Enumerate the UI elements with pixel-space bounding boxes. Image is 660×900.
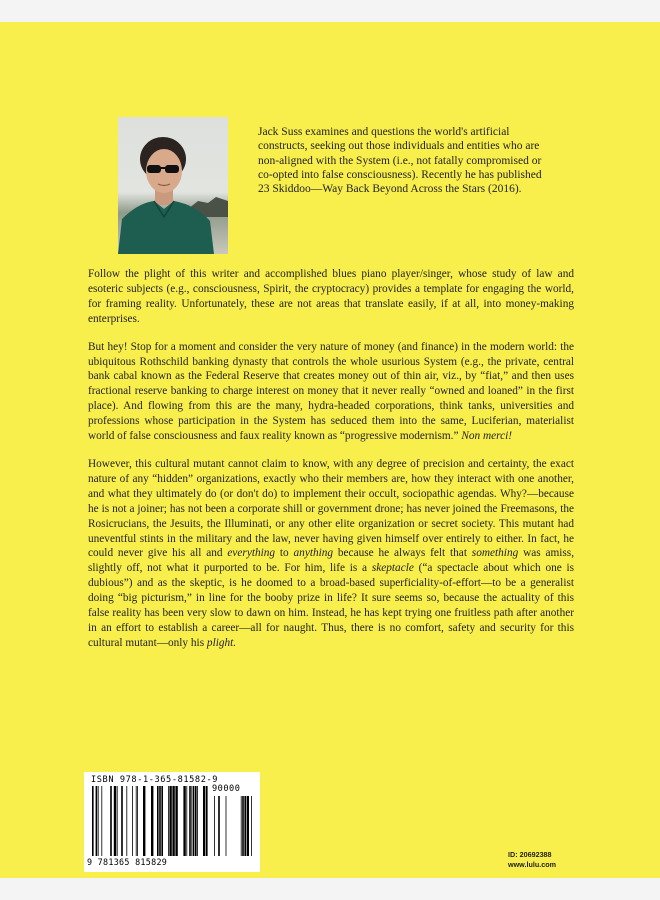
emphasis-something: something <box>471 547 519 560</box>
addon-digits: 90000 <box>212 784 241 794</box>
author-bio: Jack Suss examines and questions the world's artificial constructs, seeking out those individuals and entities who are non-aligned with the System (i.e., not fatally compromised or co-opted into false consciousness). Recently he has published 23 Skiddoo—Way Back Beyond Across the Stars (2016). <box>258 126 542 196</box>
emphasis-skeptacle: skeptacle <box>371 562 414 575</box>
publisher-id: ID: 20692388 <box>508 850 552 859</box>
barcode-digits: 9 781365 815829 <box>87 857 168 867</box>
emphasis-plight: plight. <box>206 636 237 649</box>
paragraph-3-text-c: to <box>279 547 289 560</box>
paragraph-1: Follow the plight of this writer and accomplished blues piano player/singer, whose study of law and esoteric subjects (e.g., consciousness, Spirit, the cryptocracy) provides a template for engaging the world, for framing reality. Unfortunately, these are not areas that translate easily, if at all, into money-making enterprises. <box>88 268 574 325</box>
paragraph-3 <box>88 457 574 651</box>
publisher-site: www.lulu.com <box>508 859 557 869</box>
emphasis-everything: everything <box>227 547 276 560</box>
synopsis <box>88 267 574 664</box>
author-photo <box>118 117 228 254</box>
isbn-barcode <box>84 772 260 872</box>
paragraph-2 <box>88 340 574 444</box>
paragraph-3-text-g: was amiss, slightly off, not what it purported to be. For him, life is a <box>88 547 575 575</box>
paragraph-2-text: But hey! Stop for a moment and consider the very nature of money (and finance) in the modern world: the ubiquitous Rothschild banking dynasty that controls the whole usurious System (e.g., the private, central bank cabal known as the Federal Reserve that creates money out of thin air, viz., by “fiat,” and then uses fractional reserve banking to charge interest on money that it never really “owned and loaned” in the first place). And flowing from this are the many, hydra-headed corporations, think tanks, universities and professions whose participation in the System has seduced them into the same, Luciferian, materialist world of false consciousness and faux reality known as “progressive modernism.” <box>88 340 574 443</box>
paragraph-3-text-i: (“a spectacle about which one is dubious”) and as the skeptic, is he doomed to a broad-based superficiality-of-effort—to be a generalist doing “big picturism,” in line for the booby prize in life? It sure seems so, because the actuality of this false reality has been very slow to dawn on him. Instead, he has kept trying one fruitless path after another in an effort to establish a career—all for naught. Thus, there is no comfort, safety and security for this cultural mutant—only his <box>88 562 575 649</box>
barcode-bars <box>90 786 256 858</box>
paragraph-2-closing: Non merci! <box>461 430 513 443</box>
paragraph-3-text-a: However, this cultural mutant cannot claim to know, with any degree of precision and certainty, the exact nature of any “hidden” organizations, exactly who their members are, how they interact with one another, and what they ultimately do (or don't do) to implement their occult, sociopathic agendas. Why?—because he is not a joiner; has not been a corporate shill or government drone; has never joined the Freemasons, the Rosicrucians, the Jesuits, the Illuminati, or any other elite organization or secret society. This mutant had uneventful stints in the military and the law, never having given himself over entirely to either. In fact, he could never give his all and <box>88 457 574 560</box>
isbn-text: ISBN 978-1-365-81582-9 <box>91 775 219 785</box>
publisher-id-block <box>508 850 556 869</box>
back-cover <box>0 22 660 878</box>
emphasis-anything: anything <box>293 547 334 560</box>
paragraph-3-text-e: because he always felt that <box>337 547 467 560</box>
